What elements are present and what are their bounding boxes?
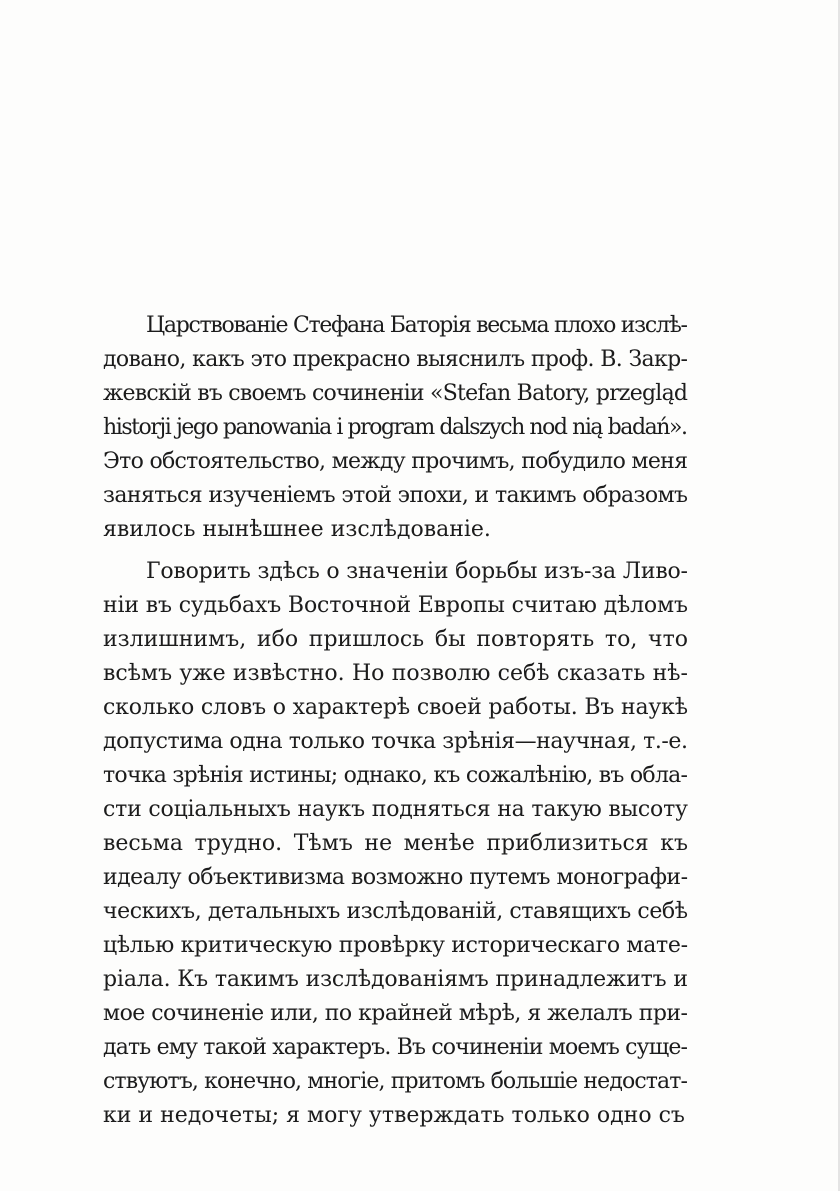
- text-line: сти соціальныхъ наукъ подняться на такую высоту: [103, 797, 688, 822]
- text-line: допустима одна только точка зрѣнія—научная, т.-е.: [103, 729, 688, 754]
- text-line: излишнимъ, ибо пришлось бы повторять то, что: [103, 627, 688, 652]
- paragraph-gap: [103, 547, 688, 555]
- text-line: цѣлью критическую провѣрку историческаго мате-: [103, 933, 688, 958]
- text-line: Это обстоятельство, между прочимъ, побудило меня: [103, 449, 688, 474]
- paragraph-2: [103, 555, 688, 1133]
- text-line: дать ему такой характеръ. Въ сочиненіи моемъ суще-: [103, 1035, 688, 1060]
- text-line: Говорить здѣсь о значеніи борьбы изъ-за Ливо-: [146, 559, 688, 584]
- text-line: мое сочиненіе или, по крайней мѣрѣ, я желалъ при-: [103, 1001, 688, 1026]
- text-line: идеалу объективизма возможно путемъ монографи-: [103, 865, 688, 890]
- text-line: ки и недочеты; я могу утверждать только одно съ: [103, 1103, 685, 1128]
- text-line: заняться изученіемъ этой эпохи, и такимъ образомъ: [103, 483, 688, 508]
- text-line: сколько словъ о характерѣ своей работы. Въ наукѣ: [103, 695, 688, 720]
- body-text: [103, 309, 688, 1133]
- text-line: весьма трудно. Тѣмъ не менѣе приблизиться къ: [103, 831, 688, 856]
- text-line: ніи въ судьбахъ Восточной Европы считаю дѣломъ: [103, 593, 688, 618]
- text-line: жевскій въ своемъ сочиненіи «Stefan Batory, przegląd: [103, 381, 688, 406]
- paragraph-1: [103, 309, 688, 547]
- text-line: historji jego panowania i program dalszych nod nią badań».: [103, 415, 687, 440]
- text-line: явилось нынѣшнее изслѣдованіе.: [103, 517, 491, 542]
- text-line: точка зрѣнія истины; однако, къ сожалѣнію, въ обла-: [103, 763, 688, 788]
- text-line: ріала. Къ такимъ изслѣдованіямъ принадлежитъ и: [103, 967, 688, 992]
- text-line: Царствованіе Стефана Баторія весьма плохо изслѣ-: [146, 313, 687, 338]
- text-line: всѣмъ уже извѣстно. Но позволю себѣ сказать нѣ-: [103, 661, 688, 686]
- text-line: ствуютъ, конечно, многіе, притомъ большіе недостат-: [103, 1069, 688, 1094]
- text-line: ческихъ, детальныхъ изслѣдованій, ставящихъ себѣ: [103, 899, 688, 924]
- text-line: довано, какъ это прекрасно выяснилъ проф. В. Закр-: [103, 347, 688, 372]
